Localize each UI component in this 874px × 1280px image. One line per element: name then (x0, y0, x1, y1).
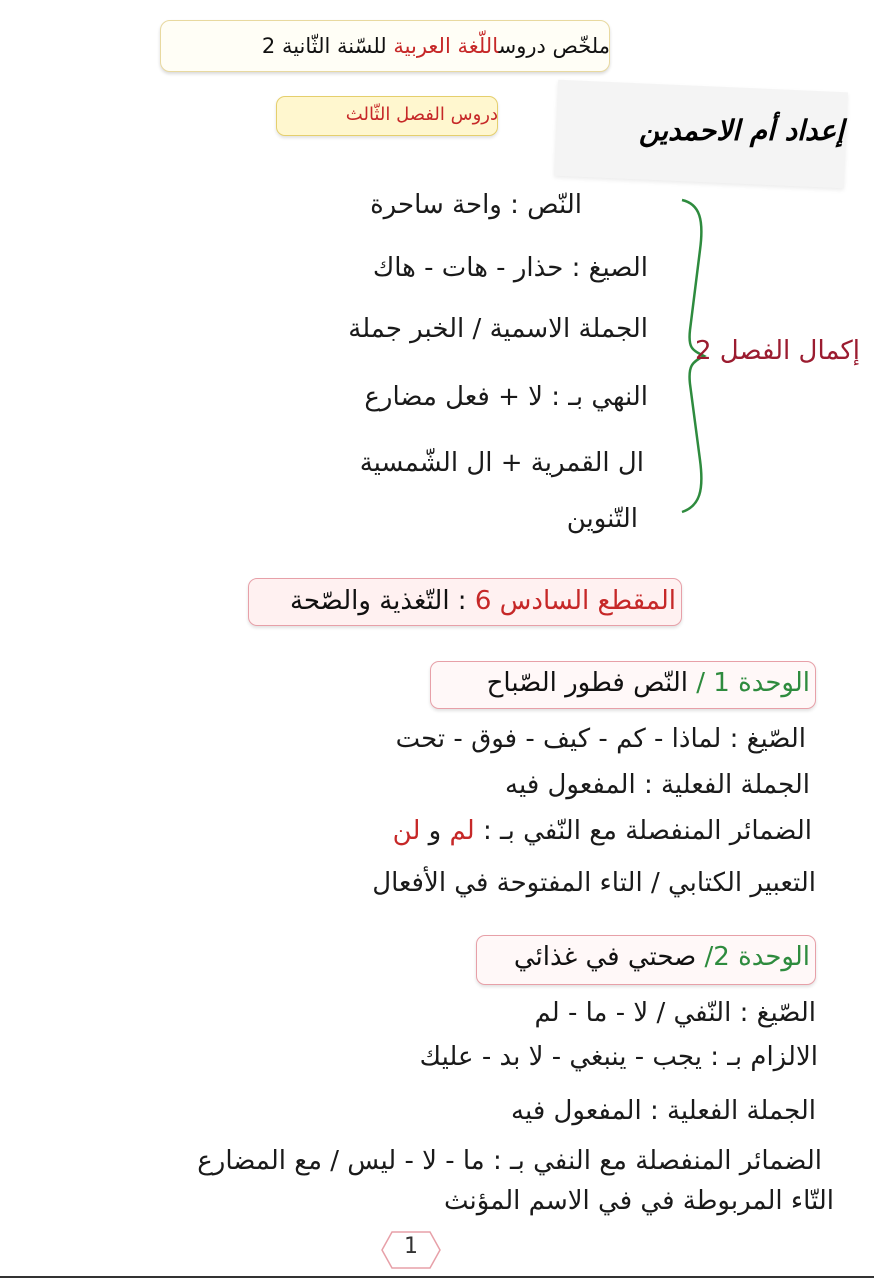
unit1-line3-text: الضمائر المنفصلة مع النّفي بـ : (474, 816, 812, 846)
bottom-rule (0, 1276, 874, 1278)
unit1-line3-mid: و (420, 816, 450, 846)
chapter2-label: إكمال الفصل 2 (694, 336, 860, 366)
unit1-line: الصّيغ : لماذا - كم - كيف - فوق - تحت (395, 724, 806, 754)
author-label: إعداد أم الاحمدين (638, 114, 844, 147)
unit2-label: الوحدة 2/ (704, 942, 810, 972)
chapter-label: دروس الفصل الثّالث (345, 104, 498, 125)
title-red: اللّغة العربية (393, 34, 499, 58)
unit2-line: الصّيغ : النّفي / لا - ما - لم (534, 998, 816, 1028)
unit1-line3-red1: لم (449, 816, 475, 846)
segment-title-red: المقطع السادس 6 (474, 586, 676, 616)
ch2-line: الجملة الاسمية / الخبر جملة (348, 314, 648, 344)
title-part1: ملخّص دروس (498, 34, 610, 58)
page-title (262, 34, 610, 58)
unit2-line: الجملة الفعلية : المفعول فيه (511, 1096, 816, 1126)
ch2-line: النهي بـ : لا + فعل مضارع (364, 382, 648, 412)
segment-title (290, 586, 676, 616)
unit1-line: الجملة الفعلية : المفعول فيه (505, 770, 810, 800)
page-number: 1 (404, 1234, 418, 1259)
ch2-line: التّنوين (566, 504, 638, 534)
unit1-label: الوحدة 1 / (696, 668, 810, 698)
unit2-line: الضمائر المنفصلة مع النفي بـ : ما - لا - ليس / مع المضارع (197, 1146, 822, 1176)
unit1-title-text: النّص فطور الصّباح (486, 668, 697, 698)
unit1-line (393, 816, 812, 846)
title-part2: للسّنة الثّانية 2 (261, 34, 394, 58)
unit2-line: التّاء المربوطة في في الاسم المؤنث (444, 1186, 834, 1216)
ch2-line: الصيغ : حذار - هات - هاك (372, 253, 648, 283)
unit1-line3-red2: لن (392, 816, 421, 846)
unit1-line: التعبير الكتابي / التاء المفتوحة في الأفعال (372, 868, 816, 898)
segment-title-rest: : التّغذية والصّحة (289, 586, 475, 616)
unit2-title-text: صحتي في غذائي (513, 942, 705, 972)
ch2-line: ال القمرية + ال الشّمسية (359, 448, 644, 478)
unit2-title (514, 942, 810, 972)
ch2-line: النّص : واحة ساحرة (370, 190, 582, 220)
unit2-line: الالزام بـ : يجب - ينبغي - لا بد - عليك (419, 1042, 818, 1072)
unit1-title (487, 668, 810, 698)
